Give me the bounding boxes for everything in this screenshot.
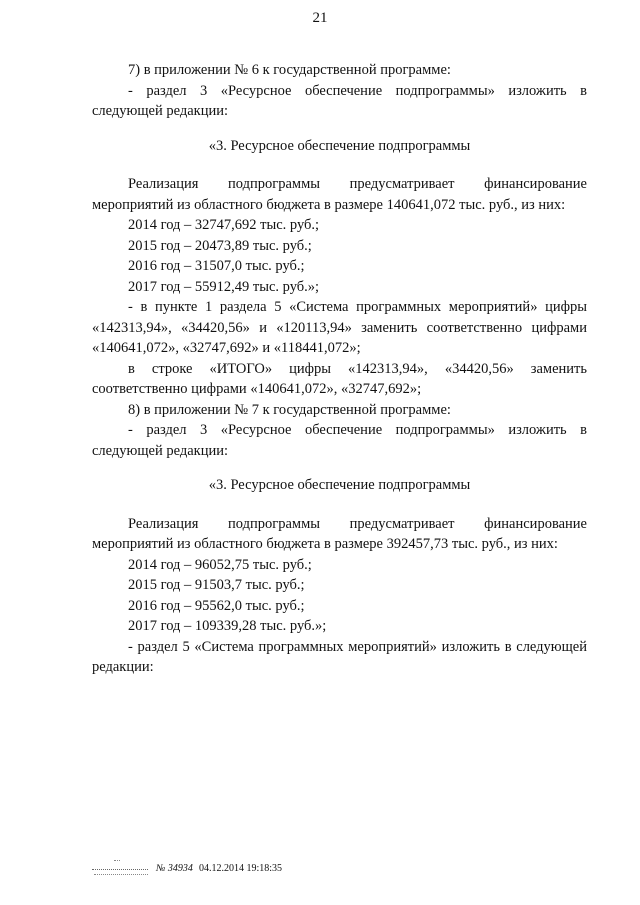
paragraph-total-row: в строке «ИТОГО» цифры «142313,94», «34420,56» заменить соответственно цифрами «140641,072», «32747,692»; bbox=[92, 360, 587, 397]
paragraph-item-7: 7) в приложении № 6 к государственной программе: bbox=[128, 62, 451, 78]
paragraph-year-2014: 2014 год – 32747,692 тыс. руб.; bbox=[128, 217, 320, 233]
paragraph-section-5-edit: - раздел 5 «Система программных мероприятий» изложить в следующей редакции: bbox=[92, 638, 587, 675]
paragraph-year-2017: 2017 год – 55912,49 тыс. руб.»; bbox=[128, 278, 320, 295]
paragraph-year-2017: 2017 год – 109339,28 тыс. руб.»; bbox=[128, 618, 327, 634]
section-heading: «3. Ресурсное обеспечение подпрограммы bbox=[208, 137, 471, 154]
footer-stamp bbox=[92, 858, 282, 878]
registration-stamp-icon bbox=[92, 858, 150, 878]
paragraph-year-2016: 2016 год – 31507,0 тыс. руб.; bbox=[128, 258, 305, 274]
page-number: 21 bbox=[312, 10, 328, 26]
paragraph-funding: Реализация подпрограммы предусматривает финансирование мероприятий из областного бюджета в размере 140641,072 тыс. руб., из них: bbox=[92, 176, 587, 213]
paragraph-section-3-edit: - раздел 3 «Ресурсное обеспечение подпрограммы» изложить в следующей редакции: bbox=[92, 422, 587, 459]
paragraph-year-2015: 2015 год – 91503,7 тыс. руб.; bbox=[128, 577, 305, 593]
document-number: № 34934 bbox=[156, 862, 193, 874]
document-body bbox=[92, 60, 587, 678]
paragraph-funding: Реализация подпрограммы предусматривает финансирование мероприятий из областного бюджета в размере 392457,73 тыс. руб., из них: bbox=[92, 515, 587, 552]
paragraph-item-8: 8) в приложении № 7 к государственной программе: bbox=[128, 401, 451, 418]
section-heading: «3. Ресурсное обеспечение подпрограммы bbox=[208, 477, 471, 493]
paragraph-year-2015: 2015 год – 20473,89 тыс. руб.; bbox=[128, 237, 312, 254]
document-timestamp: 04.12.2014 19:18:35 bbox=[198, 862, 282, 874]
paragraph-year-2016: 2016 год – 95562,0 тыс. руб.; bbox=[128, 597, 305, 614]
paragraph-section-5-replace: - в пункте 1 раздела 5 «Система программных мероприятий» цифры «142313,94», «34420,56» и «120113,94» заменить соответственно цифрами «140641,072», «32747,692» и «118441,072»; bbox=[92, 299, 587, 356]
paragraph-section-3-edit: - раздел 3 «Ресурсное обеспечение подпрограммы» изложить в следующей редакции: bbox=[92, 82, 587, 119]
paragraph-year-2014: 2014 год – 96052,75 тыс. руб.; bbox=[128, 556, 312, 573]
